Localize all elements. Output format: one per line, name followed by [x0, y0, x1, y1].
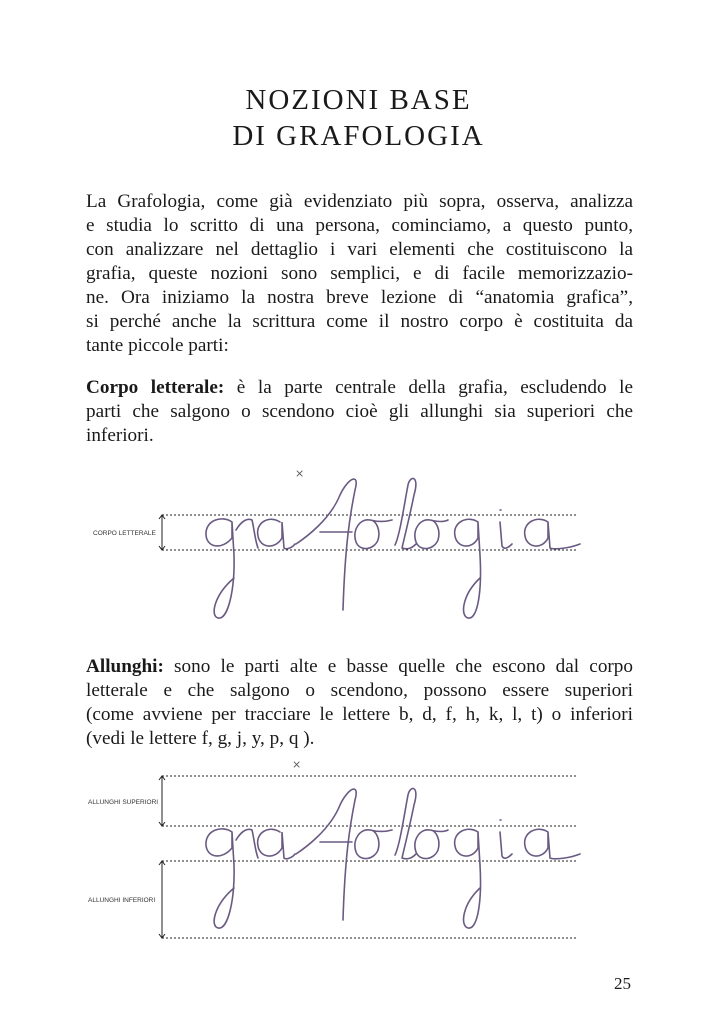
cross-mark: ×: [295, 467, 305, 480]
corpo-line: [86, 376, 633, 400]
corpo-line: parti che salgono o scendono cioè gli allunghi sia superiori che: [86, 401, 633, 422]
handwritten-word: [206, 788, 580, 928]
handwriting-figure-corpo: [0, 460, 717, 640]
page-title-line-2: DI GRAFOLOGIA: [232, 120, 485, 152]
allunghi-paragraph: [86, 655, 633, 751]
handwritten-word: [206, 478, 580, 618]
intro-line: tante piccole parti:: [86, 335, 229, 356]
corpo-line: inferiori.: [86, 425, 154, 446]
allunghi-line: (come avviene per tracciare le lettere b, d, f, h, k, l, t) o inferiori: [86, 704, 633, 725]
corpo-letterale-label: CORPO LETTERALE: [93, 530, 156, 537]
intro-line: ne. Ora iniziamo la nostra breve lezione di “anatomia grafica”,: [86, 287, 633, 308]
corpo-text: è la parte centrale della grafia, escludendo le: [224, 377, 633, 398]
allunghi-line: letterale e che salgono o scendono, possono essere superiori: [86, 680, 633, 701]
intro-line: grafia, queste nozioni sono semplici, e di facile memorizzazio-: [86, 263, 633, 284]
allunghi-superiori-label: ALLUNGHI SUPERIORI: [88, 799, 159, 806]
page-number: 25: [614, 974, 631, 993]
handwriting-figure-allunghi: [0, 758, 717, 948]
corpo-paragraph: [86, 376, 633, 448]
allunghi-text: sono le parti alte e basse quelle che escono dal corpo: [163, 656, 633, 677]
intro-paragraph: [86, 190, 633, 358]
allunghi-line: [86, 655, 633, 679]
allunghi-line: (vedi le lettere f, g, j, y, p, q ).: [86, 728, 315, 749]
cross-mark: ×: [292, 758, 302, 771]
page-title-line-1: NOZIONI BASE: [245, 84, 472, 116]
intro-line: La Grafologia, come già evidenziato più sopra, osserva, analizza: [86, 191, 633, 212]
intro-line: e studia lo scritto di una persona, cominciamo, a questo punto,: [86, 215, 633, 236]
allunghi-term: Allunghi:: [86, 656, 164, 677]
allunghi-inferiori-label: ALLUNGHI INFERIORI: [88, 897, 156, 904]
intro-line: con analizzare nel dettaglio i vari elementi che costituiscono la: [86, 239, 633, 260]
intro-line: si perché anche la scrittura come il nostro corpo è costituita da: [86, 311, 633, 332]
corpo-term: Corpo letterale:: [86, 377, 225, 398]
